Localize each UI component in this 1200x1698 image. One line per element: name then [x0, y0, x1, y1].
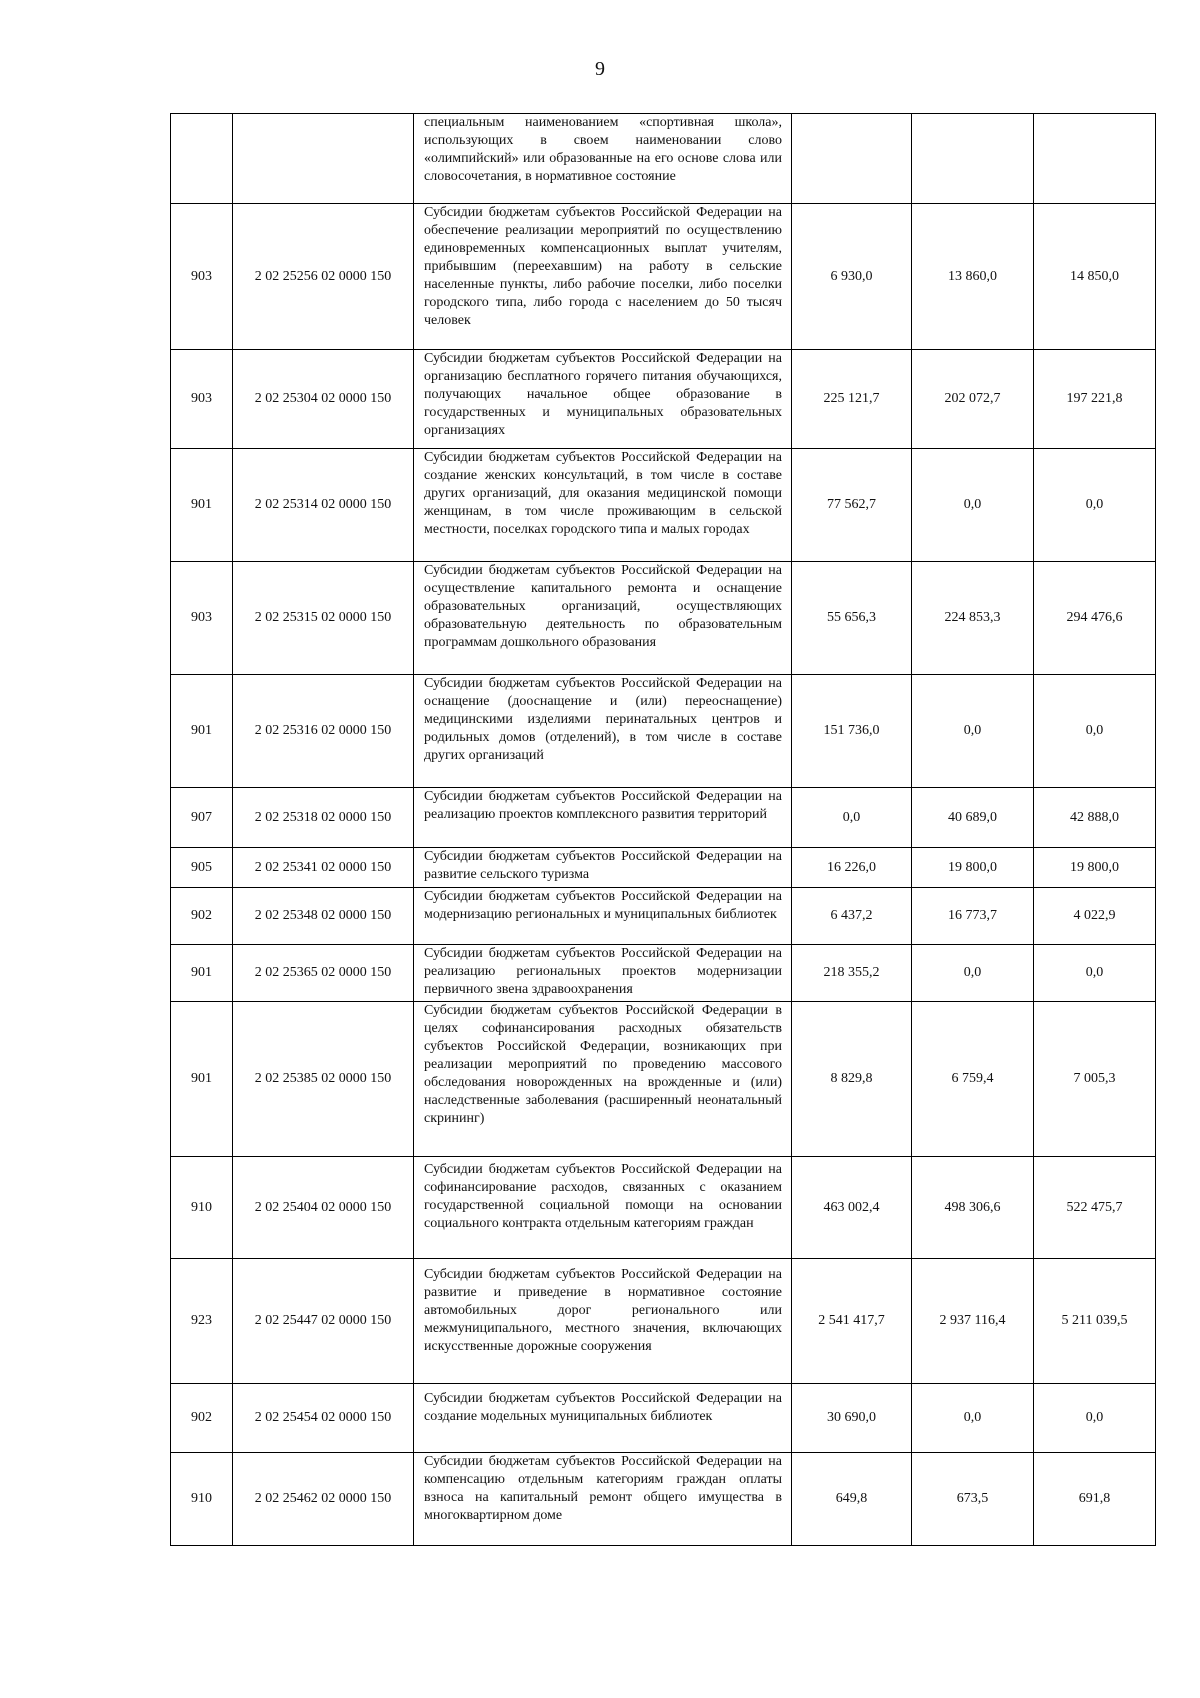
- description-cell: Субсидии бюджетам субъектов Российской Федерации на софинансирование расходов, связанных с оказанием государственной социальной помощи на основании социального контракта отдельным категориям граждан: [414, 1157, 792, 1259]
- description-cell: Субсидии бюджетам субъектов Российской Федерации на компенсацию отдельным категориям граждан оплаты взноса на капитальный ремонт общего имущества в многоквартирном доме: [414, 1453, 792, 1546]
- admin-code-cell: 907: [171, 788, 233, 848]
- page-number: 9: [595, 58, 605, 80]
- value-2024-cell: 218 355,2: [792, 945, 912, 1002]
- value-2024-cell: 649,8: [792, 1453, 912, 1546]
- budget-code-cell: 2 02 25256 02 0000 150: [233, 204, 414, 350]
- budget-code-cell: 2 02 25348 02 0000 150: [233, 888, 414, 945]
- table-row: [171, 945, 1156, 1002]
- value-2024-cell: [792, 114, 912, 204]
- table-row: [171, 788, 1156, 848]
- value-2025-cell: 498 306,6: [912, 1157, 1034, 1259]
- description-cell: Субсидии бюджетам субъектов Российской Федерации на оснащение (дооснащение и (или) переоснащение) медицинскими изделиями перинатальных центров и родильных домов (отделений), в том числе в составе других организаций: [414, 675, 792, 788]
- value-2025-cell: 0,0: [912, 449, 1034, 562]
- value-2026-cell: 294 476,6: [1034, 562, 1156, 675]
- value-2025-cell: 202 072,7: [912, 350, 1034, 449]
- admin-code-cell: 905: [171, 848, 233, 888]
- description-cell: Субсидии бюджетам субъектов Российской Федерации на обеспечение реализации мероприятий по осуществлению единовременных компенсационных выплат учителям, прибывшим (переехавшим) на работу в сельские населенные пункты, либо рабочие поселки, либо поселки городского типа, либо города с населением до 50 тысяч человек: [414, 204, 792, 350]
- table-row: [171, 1259, 1156, 1384]
- admin-code-cell: 902: [171, 1384, 233, 1453]
- budget-code-cell: 2 02 25385 02 0000 150: [233, 1002, 414, 1157]
- value-2024-cell: 0,0: [792, 788, 912, 848]
- table-row: [171, 1453, 1156, 1546]
- table-row: [171, 1384, 1156, 1453]
- value-2026-cell: 0,0: [1034, 945, 1156, 1002]
- value-2026-cell: [1034, 114, 1156, 204]
- value-2024-cell: 77 562,7: [792, 449, 912, 562]
- description-cell: Субсидии бюджетам субъектов Российской Федерации на создание модельных муниципальных библиотек: [414, 1384, 792, 1453]
- value-2025-cell: 19 800,0: [912, 848, 1034, 888]
- value-2024-cell: 151 736,0: [792, 675, 912, 788]
- table-row: [171, 1002, 1156, 1157]
- table-row: [171, 675, 1156, 788]
- budget-code-cell: 2 02 25304 02 0000 150: [233, 350, 414, 449]
- value-2025-cell: 0,0: [912, 675, 1034, 788]
- table-row: [171, 350, 1156, 449]
- table-row: [171, 848, 1156, 888]
- value-2024-cell: 8 829,8: [792, 1002, 912, 1157]
- value-2024-cell: 30 690,0: [792, 1384, 912, 1453]
- value-2025-cell: 2 937 116,4: [912, 1259, 1034, 1384]
- table-row: [171, 1157, 1156, 1259]
- value-2026-cell: 14 850,0: [1034, 204, 1156, 350]
- value-2026-cell: 0,0: [1034, 1384, 1156, 1453]
- value-2025-cell: 673,5: [912, 1453, 1034, 1546]
- value-2026-cell: 691,8: [1034, 1453, 1156, 1546]
- admin-code-cell: 902: [171, 888, 233, 945]
- value-2025-cell: 16 773,7: [912, 888, 1034, 945]
- value-2026-cell: 197 221,8: [1034, 350, 1156, 449]
- budget-code-cell: 2 02 25404 02 0000 150: [233, 1157, 414, 1259]
- value-2026-cell: 7 005,3: [1034, 1002, 1156, 1157]
- description-cell: Субсидии бюджетам субъектов Российской Федерации на организацию бесплатного горячего питания обучающихся, получающих начальное общее образование в государственных и муниципальных образовательных организациях: [414, 350, 792, 449]
- budget-code-cell: [233, 114, 414, 204]
- value-2026-cell: 522 475,7: [1034, 1157, 1156, 1259]
- value-2024-cell: 2 541 417,7: [792, 1259, 912, 1384]
- budget-table: [170, 113, 1156, 1546]
- value-2024-cell: 463 002,4: [792, 1157, 912, 1259]
- value-2026-cell: 5 211 039,5: [1034, 1259, 1156, 1384]
- admin-code-cell: 903: [171, 562, 233, 675]
- admin-code-cell: [171, 114, 233, 204]
- description-cell: Субсидии бюджетам субъектов Российской Федерации на создание женских консультаций, в том числе в составе других организаций, для оказания медицинской помощи женщинам, в том числе проживающим в сельской местности, поселках городского типа и малых городах: [414, 449, 792, 562]
- value-2024-cell: 6 930,0: [792, 204, 912, 350]
- description-cell: Субсидии бюджетам субъектов Российской Федерации на развитие сельского туризма: [414, 848, 792, 888]
- budget-table-body: [171, 114, 1156, 1546]
- table-row: [171, 888, 1156, 945]
- value-2025-cell: 40 689,0: [912, 788, 1034, 848]
- value-2025-cell: 6 759,4: [912, 1002, 1034, 1157]
- value-2026-cell: 0,0: [1034, 449, 1156, 562]
- admin-code-cell: 923: [171, 1259, 233, 1384]
- description-cell: специальным наименованием «спортивная школа», использующих в своем наименовании слово «олимпийский» или образованные на его основе слова или словосочетания, в нормативное состояние: [414, 114, 792, 204]
- budget-code-cell: 2 02 25365 02 0000 150: [233, 945, 414, 1002]
- admin-code-cell: 903: [171, 204, 233, 350]
- admin-code-cell: 901: [171, 675, 233, 788]
- table-row: [171, 562, 1156, 675]
- table-row: [171, 449, 1156, 562]
- description-cell: Субсидии бюджетам субъектов Российской Федерации на реализацию региональных проектов модернизации первичного звена здравоохранения: [414, 945, 792, 1002]
- admin-code-cell: 901: [171, 945, 233, 1002]
- table-row: [171, 114, 1156, 204]
- budget-code-cell: 2 02 25318 02 0000 150: [233, 788, 414, 848]
- admin-code-cell: 910: [171, 1157, 233, 1259]
- value-2025-cell: 13 860,0: [912, 204, 1034, 350]
- value-2025-cell: 0,0: [912, 1384, 1034, 1453]
- value-2026-cell: 19 800,0: [1034, 848, 1156, 888]
- value-2024-cell: 6 437,2: [792, 888, 912, 945]
- value-2026-cell: 4 022,9: [1034, 888, 1156, 945]
- description-cell: Субсидии бюджетам субъектов Российской Федерации в целях софинансирования расходных обязательств субъектов Российской Федерации, возникающих при реализации мероприятий по проведению массового обследования новорожденных на врожденные и (или) наследственные заболевания (расширенный неонатальный скрининг): [414, 1002, 792, 1157]
- budget-code-cell: 2 02 25462 02 0000 150: [233, 1453, 414, 1546]
- table-row: [171, 204, 1156, 350]
- value-2025-cell: 0,0: [912, 945, 1034, 1002]
- value-2025-cell: [912, 114, 1034, 204]
- description-cell: Субсидии бюджетам субъектов Российской Федерации на реализацию проектов комплексного развития территорий: [414, 788, 792, 848]
- budget-code-cell: 2 02 25315 02 0000 150: [233, 562, 414, 675]
- admin-code-cell: 910: [171, 1453, 233, 1546]
- budget-code-cell: 2 02 25316 02 0000 150: [233, 675, 414, 788]
- value-2024-cell: 55 656,3: [792, 562, 912, 675]
- budget-code-cell: 2 02 25341 02 0000 150: [233, 848, 414, 888]
- admin-code-cell: 901: [171, 1002, 233, 1157]
- value-2026-cell: 0,0: [1034, 675, 1156, 788]
- admin-code-cell: 901: [171, 449, 233, 562]
- admin-code-cell: 903: [171, 350, 233, 449]
- value-2024-cell: 16 226,0: [792, 848, 912, 888]
- value-2024-cell: 225 121,7: [792, 350, 912, 449]
- description-cell: Субсидии бюджетам субъектов Российской Федерации на осуществление капитального ремонта и оснащение образовательных организаций, осуществляющих образовательную деятельность по образовательным программам дошкольного образования: [414, 562, 792, 675]
- budget-code-cell: 2 02 25454 02 0000 150: [233, 1384, 414, 1453]
- description-cell: Субсидии бюджетам субъектов Российской Федерации на модернизацию региональных и муниципальных библиотек: [414, 888, 792, 945]
- value-2026-cell: 42 888,0: [1034, 788, 1156, 848]
- description-cell: Субсидии бюджетам субъектов Российской Федерации на развитие и приведение в нормативное состояние автомобильных дорог регионального или межмуниципального, местного значения, включающих искусственные дорожные сооружения: [414, 1259, 792, 1384]
- budget-code-cell: 2 02 25314 02 0000 150: [233, 449, 414, 562]
- value-2025-cell: 224 853,3: [912, 562, 1034, 675]
- budget-code-cell: 2 02 25447 02 0000 150: [233, 1259, 414, 1384]
